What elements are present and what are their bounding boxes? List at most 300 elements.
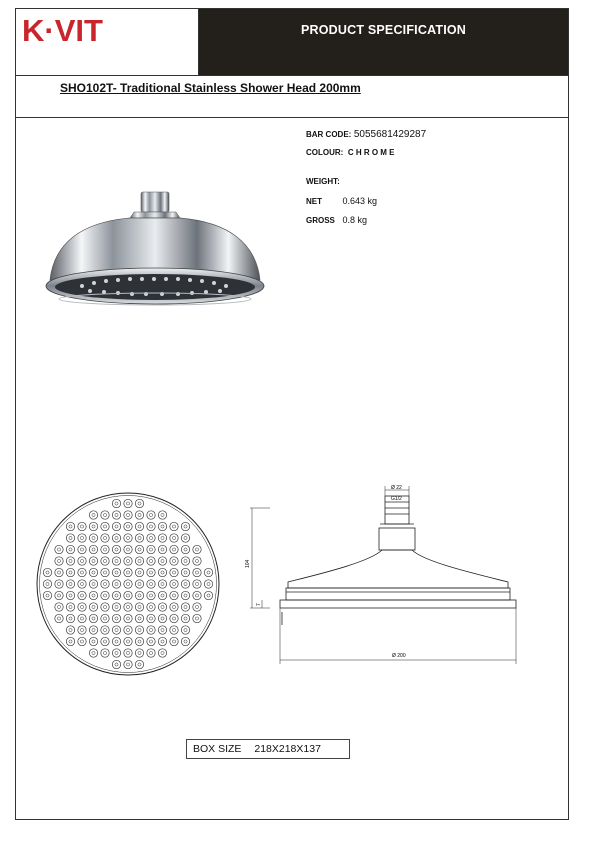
nozzle-hole bbox=[181, 557, 189, 565]
nozzle-hole bbox=[66, 522, 74, 530]
nozzle-hole-inner bbox=[149, 548, 152, 551]
nozzle-hole bbox=[55, 580, 63, 588]
nozzle-hole bbox=[124, 499, 132, 507]
weight-label: WEIGHT: bbox=[306, 177, 340, 186]
nozzle-hole bbox=[204, 591, 212, 599]
dim-rim: 7 bbox=[256, 603, 262, 606]
nozzle-hole bbox=[66, 557, 74, 565]
nozzle-hole-inner bbox=[115, 559, 118, 562]
nozzle-hole-inner bbox=[80, 559, 83, 562]
nozzle-hole bbox=[78, 545, 86, 553]
nozzle-hole-inner bbox=[149, 628, 152, 631]
nozzle-hole-inner bbox=[126, 663, 129, 666]
nozzle-hole bbox=[101, 580, 109, 588]
nozzle-hole-inner bbox=[103, 536, 106, 539]
spec-band bbox=[199, 9, 568, 75]
nozzle-hole-inner bbox=[69, 582, 72, 585]
nozzle-hole-inner bbox=[161, 582, 164, 585]
nozzle-hole bbox=[124, 591, 132, 599]
nozzle-hole bbox=[89, 580, 97, 588]
nozzle-hole bbox=[89, 591, 97, 599]
nozzle-hole bbox=[135, 603, 143, 611]
nozzle-hole-inner bbox=[69, 640, 72, 643]
nozzle-hole-inner bbox=[126, 571, 129, 574]
nozzle-hole-inner bbox=[149, 651, 152, 654]
nozzle-hole-inner bbox=[115, 525, 118, 528]
nozzle-hole-inner bbox=[115, 617, 118, 620]
nozzle-hole-inner bbox=[149, 582, 152, 585]
nozzle-hole bbox=[147, 522, 155, 530]
nozzle-hole-inner bbox=[103, 571, 106, 574]
nozzle-hole bbox=[124, 580, 132, 588]
net-label: NET bbox=[306, 197, 322, 206]
nozzle-hole bbox=[181, 603, 189, 611]
nozzle-hole bbox=[101, 511, 109, 519]
nozzle-hole bbox=[43, 568, 51, 576]
nozzle-hole-inner bbox=[149, 571, 152, 574]
nozzle-hole-inner bbox=[115, 628, 118, 631]
nozzle-hole bbox=[101, 534, 109, 542]
nozzle-hole bbox=[89, 637, 97, 645]
nozzle-hole bbox=[170, 591, 178, 599]
nozzle-hole-inner bbox=[103, 582, 106, 585]
nozzle-hole-inner bbox=[172, 536, 175, 539]
nozzle-hole bbox=[204, 568, 212, 576]
nozzle-hole bbox=[158, 511, 166, 519]
nozzle-hole-inner bbox=[92, 525, 95, 528]
nozzle-hole bbox=[78, 591, 86, 599]
nozzle-hole bbox=[181, 545, 189, 553]
nozzle-hole-inner bbox=[103, 594, 106, 597]
nozzle-hole-inner bbox=[115, 582, 118, 585]
nozzle-hole bbox=[147, 614, 155, 622]
nozzle-hole-inner bbox=[69, 628, 72, 631]
nozzle-hole bbox=[101, 614, 109, 622]
header bbox=[16, 9, 568, 75]
nozzle-hole-inner bbox=[103, 513, 106, 516]
nozzle-hole bbox=[170, 580, 178, 588]
product-title: SHO102T- Traditional Stainless Shower Head 200mm bbox=[60, 81, 361, 95]
nozzle-hole bbox=[124, 603, 132, 611]
nozzle-hole-inner bbox=[103, 651, 106, 654]
nozzle-hole bbox=[135, 511, 143, 519]
nozzle-hole-inner bbox=[161, 640, 164, 643]
nozzle-hole bbox=[135, 557, 143, 565]
nozzle-hole bbox=[101, 603, 109, 611]
nozzle-hole-inner bbox=[184, 617, 187, 620]
divider bbox=[16, 75, 568, 76]
nozzle-hole-inner bbox=[149, 605, 152, 608]
gross-row bbox=[306, 215, 367, 225]
box-size-label: BOX SIZE bbox=[193, 743, 242, 755]
nozzle-hole bbox=[78, 637, 86, 645]
nozzle-hole bbox=[181, 580, 189, 588]
nozzle-hole-inner bbox=[69, 617, 72, 620]
nozzle-hole-inner bbox=[172, 559, 175, 562]
nozzle-hole-inner bbox=[207, 582, 210, 585]
nozzle-hole bbox=[101, 626, 109, 634]
nozzle-hole bbox=[193, 591, 201, 599]
nozzle-hole bbox=[112, 580, 120, 588]
nozzle-hole-inner bbox=[149, 594, 152, 597]
nozzle-hole bbox=[135, 545, 143, 553]
nozzle-hole bbox=[170, 557, 178, 565]
nozzle-hole bbox=[101, 545, 109, 553]
face-plan-drawing bbox=[33, 489, 223, 679]
nozzle-hole bbox=[55, 545, 63, 553]
page-title: PRODUCT SPECIFICATION bbox=[300, 23, 467, 37]
dim-height: 104 bbox=[245, 559, 251, 568]
nozzle-hole bbox=[78, 626, 86, 634]
nozzle-hole bbox=[89, 511, 97, 519]
nozzle-hole bbox=[181, 534, 189, 542]
nozzle-hole-inner bbox=[161, 628, 164, 631]
logo-box bbox=[16, 9, 199, 75]
nozzle-hole-inner bbox=[195, 548, 198, 551]
nozzle-hole bbox=[124, 534, 132, 542]
nozzle-hole-inner bbox=[92, 582, 95, 585]
nozzle-hole bbox=[66, 603, 74, 611]
side-elevation-drawing bbox=[240, 482, 530, 672]
logo-text: K·VIT bbox=[22, 13, 103, 48]
nozzle-hole-inner bbox=[115, 651, 118, 654]
nozzle-hole-inner bbox=[115, 548, 118, 551]
nozzle-hole bbox=[193, 557, 201, 565]
colour-row bbox=[306, 147, 395, 157]
nozzle-hole bbox=[55, 603, 63, 611]
nozzle-hole-inner bbox=[161, 651, 164, 654]
dim-thread: G1/2 bbox=[391, 496, 402, 502]
nozzle-hole bbox=[124, 522, 132, 530]
nozzle-hole bbox=[193, 580, 201, 588]
nozzle-hole-inner bbox=[172, 640, 175, 643]
nozzle-hole bbox=[147, 626, 155, 634]
nozzle-hole bbox=[170, 614, 178, 622]
nozzle-hole-inner bbox=[80, 640, 83, 643]
nozzle-hole bbox=[101, 637, 109, 645]
nozzle-hole bbox=[66, 626, 74, 634]
nozzle-hole-inner bbox=[195, 571, 198, 574]
nozzle-hole bbox=[158, 534, 166, 542]
nozzle-hole-inner bbox=[80, 605, 83, 608]
nozzle-hole-inner bbox=[126, 640, 129, 643]
nozzle-hole-inner bbox=[69, 594, 72, 597]
nozzle-hole-inner bbox=[115, 536, 118, 539]
nozzle-hole-inner bbox=[126, 628, 129, 631]
nozzle-hole bbox=[124, 568, 132, 576]
nozzle-hole bbox=[89, 522, 97, 530]
nozzle-hole bbox=[112, 534, 120, 542]
nozzle-hole-inner bbox=[184, 640, 187, 643]
nozzle-hole-inner bbox=[184, 548, 187, 551]
nozzle-hole-inner bbox=[126, 536, 129, 539]
nozzle-hole-inner bbox=[115, 571, 118, 574]
nozzle-hole-inner bbox=[92, 628, 95, 631]
nozzle-hole bbox=[147, 534, 155, 542]
barcode-label: BAR CODE: bbox=[306, 130, 352, 139]
nozzle-hole-inner bbox=[80, 582, 83, 585]
nozzle-hole-inner bbox=[184, 594, 187, 597]
nozzle-hole-inner bbox=[126, 548, 129, 551]
gross-value: 0.8 kg bbox=[342, 215, 368, 225]
nozzle-hole-inner bbox=[161, 525, 164, 528]
nozzle-hole-inner bbox=[69, 571, 72, 574]
nozzle-hole-inner bbox=[138, 536, 141, 539]
nozzle-hole-inner bbox=[149, 617, 152, 620]
nozzle-hole-inner bbox=[161, 559, 164, 562]
nozzle-hole-inner bbox=[80, 525, 83, 528]
box-size-value: 218X218X137 bbox=[254, 743, 321, 755]
nozzle-hole-inner bbox=[126, 605, 129, 608]
nozzle-hole-inner bbox=[195, 605, 198, 608]
nozzle-hole bbox=[89, 534, 97, 542]
nozzle-hole bbox=[66, 534, 74, 542]
net-row bbox=[306, 196, 377, 206]
nozzle-hole bbox=[43, 591, 51, 599]
nozzle-hole-inner bbox=[184, 605, 187, 608]
nozzle-hole bbox=[55, 591, 63, 599]
nozzle-hole-inner bbox=[195, 594, 198, 597]
nozzle-hole bbox=[170, 545, 178, 553]
nozzle-hole bbox=[112, 591, 120, 599]
nozzle-hole bbox=[78, 614, 86, 622]
nozzle-hole-inner bbox=[184, 571, 187, 574]
nozzle-hole-inner bbox=[126, 594, 129, 597]
nozzle-hole bbox=[135, 626, 143, 634]
nozzle-hole-inner bbox=[161, 536, 164, 539]
nozzle-hole bbox=[112, 511, 120, 519]
nozzle-hole bbox=[112, 614, 120, 622]
nozzle-hole bbox=[78, 603, 86, 611]
nozzle-hole bbox=[112, 522, 120, 530]
nozzle-hole bbox=[135, 649, 143, 657]
nozzle-hole bbox=[89, 603, 97, 611]
nozzle-hole-inner bbox=[126, 502, 129, 505]
nozzle-hole bbox=[112, 649, 120, 657]
nozzle-hole bbox=[124, 660, 132, 668]
nozzle-hole bbox=[158, 649, 166, 657]
nozzle-hole bbox=[158, 603, 166, 611]
nozzle-hole-inner bbox=[172, 605, 175, 608]
nozzle-hole bbox=[147, 511, 155, 519]
nozzle-hole bbox=[78, 580, 86, 588]
nozzle-hole-inner bbox=[207, 594, 210, 597]
gross-label: GROSS bbox=[306, 216, 335, 225]
nozzle-hole-inner bbox=[161, 571, 164, 574]
colour-value: C H R O M E bbox=[347, 148, 395, 157]
nozzle-hole-inner bbox=[103, 617, 106, 620]
nozzle-hole-inner bbox=[149, 525, 152, 528]
nozzle-hole-inner bbox=[115, 513, 118, 516]
nozzle-hole-inner bbox=[149, 536, 152, 539]
nozzle-hole-inner bbox=[195, 559, 198, 562]
nozzle-hole bbox=[124, 637, 132, 645]
nozzle-hole bbox=[147, 545, 155, 553]
nozzle-hole-inner bbox=[161, 594, 164, 597]
nozzle-hole bbox=[112, 499, 120, 507]
nozzle-hole bbox=[135, 499, 143, 507]
nozzle-hole bbox=[158, 568, 166, 576]
nozzle-hole bbox=[124, 511, 132, 519]
nozzle-hole bbox=[112, 626, 120, 634]
nozzle-hole bbox=[193, 568, 201, 576]
nozzle-hole-inner bbox=[161, 513, 164, 516]
nozzle-hole-inner bbox=[184, 628, 187, 631]
nozzle-hole bbox=[66, 568, 74, 576]
nozzle-hole bbox=[78, 568, 86, 576]
nozzle-hole-inner bbox=[138, 559, 141, 562]
nozzle-hole bbox=[101, 557, 109, 565]
nozzle-hole bbox=[158, 545, 166, 553]
nozzle-hole bbox=[112, 568, 120, 576]
nozzle-hole-inner bbox=[138, 513, 141, 516]
nozzle-hole-inner bbox=[138, 502, 141, 505]
nozzle-hole bbox=[101, 568, 109, 576]
nozzle-hole bbox=[78, 557, 86, 565]
nozzle-hole bbox=[170, 626, 178, 634]
nozzle-hole-inner bbox=[184, 582, 187, 585]
nozzle-hole-inner bbox=[103, 525, 106, 528]
nozzle-hole bbox=[181, 637, 189, 645]
nozzle-hole-inner bbox=[115, 594, 118, 597]
nozzle-hole-inner bbox=[69, 548, 72, 551]
nozzle-hole-inner bbox=[80, 536, 83, 539]
nozzle-hole-inner bbox=[138, 651, 141, 654]
nozzle-hole-inner bbox=[46, 594, 49, 597]
nozzle-hole-inner bbox=[126, 525, 129, 528]
nozzle-hole bbox=[181, 522, 189, 530]
nozzle-hole-inner bbox=[92, 651, 95, 654]
nozzle-hole-inner bbox=[115, 663, 118, 666]
nozzle-hole-inner bbox=[172, 582, 175, 585]
nozzle-hole bbox=[101, 522, 109, 530]
nozzle-hole bbox=[135, 591, 143, 599]
nozzle-hole bbox=[78, 534, 86, 542]
nozzle-hole-inner bbox=[126, 651, 129, 654]
nozzle-hole bbox=[170, 637, 178, 645]
nozzle-hole-inner bbox=[115, 605, 118, 608]
box-size bbox=[186, 739, 350, 759]
nozzle-hole-inner bbox=[69, 525, 72, 528]
nozzle-hole bbox=[158, 557, 166, 565]
nozzle-hole-inner bbox=[103, 628, 106, 631]
nozzle-hole bbox=[112, 557, 120, 565]
barcode-row bbox=[306, 129, 426, 140]
nozzle-hole-inner bbox=[103, 548, 106, 551]
nozzle-hole bbox=[124, 626, 132, 634]
nozzle-hole-inner bbox=[92, 605, 95, 608]
nozzle-hole bbox=[158, 626, 166, 634]
nozzle-hole-inner bbox=[92, 548, 95, 551]
spec-sheet bbox=[15, 8, 569, 820]
nozzle-hole-inner bbox=[80, 594, 83, 597]
nozzle-hole bbox=[135, 614, 143, 622]
nozzle-hole bbox=[158, 591, 166, 599]
nozzle-hole-inner bbox=[184, 559, 187, 562]
nozzle-hole bbox=[124, 614, 132, 622]
nozzle-hole bbox=[204, 580, 212, 588]
nozzle-hole-inner bbox=[57, 605, 60, 608]
nozzle-hole bbox=[181, 591, 189, 599]
nozzle-hole bbox=[89, 649, 97, 657]
nozzle-hole bbox=[124, 557, 132, 565]
nozzle-hole bbox=[193, 545, 201, 553]
nozzle-hole bbox=[170, 568, 178, 576]
nozzle-hole bbox=[66, 591, 74, 599]
nozzle-hole-inner bbox=[92, 640, 95, 643]
nozzle-hole bbox=[66, 614, 74, 622]
nozzle-hole-inner bbox=[80, 628, 83, 631]
nozzle-hole bbox=[135, 580, 143, 588]
nozzle-hole-inner bbox=[103, 640, 106, 643]
nozzle-hole-inner bbox=[184, 525, 187, 528]
nozzle-hole bbox=[181, 568, 189, 576]
colour-label: COLOUR: bbox=[306, 148, 344, 157]
nozzle-hole-inner bbox=[115, 640, 118, 643]
nozzle-hole-inner bbox=[80, 548, 83, 551]
nozzle-hole-inner bbox=[92, 559, 95, 562]
nozzle-hole-inner bbox=[138, 663, 141, 666]
nozzle-hole-inner bbox=[69, 559, 72, 562]
nozzle-hole-inner bbox=[207, 571, 210, 574]
nozzle-hole-inner bbox=[126, 582, 129, 585]
nozzle-hole bbox=[89, 626, 97, 634]
nozzle-hole bbox=[135, 534, 143, 542]
nozzle-hole-inner bbox=[138, 525, 141, 528]
nozzle-hole bbox=[43, 580, 51, 588]
nozzle-hole bbox=[147, 649, 155, 657]
nozzle-hole-inner bbox=[57, 571, 60, 574]
nozzle-hole bbox=[135, 660, 143, 668]
nozzle-hole bbox=[147, 568, 155, 576]
dim-diameter: Ø 200 bbox=[392, 653, 406, 659]
nozzle-hole-inner bbox=[69, 605, 72, 608]
nozzle-hole-inner bbox=[161, 548, 164, 551]
nozzle-hole bbox=[147, 637, 155, 645]
nozzle-hole-inner bbox=[149, 640, 152, 643]
nozzle-hole bbox=[170, 522, 178, 530]
kvit-logo bbox=[16, 9, 199, 75]
nozzle-hole-inner bbox=[92, 594, 95, 597]
nozzle-hole bbox=[193, 614, 201, 622]
nozzle-hole-inner bbox=[138, 571, 141, 574]
nozzle-hole-inner bbox=[103, 605, 106, 608]
nozzle-hole-inner bbox=[149, 559, 152, 562]
nozzle-hole bbox=[112, 545, 120, 553]
nozzle-hole-inner bbox=[80, 617, 83, 620]
nozzle-hole bbox=[147, 591, 155, 599]
divider bbox=[16, 117, 568, 118]
nozzle-hole-inner bbox=[172, 548, 175, 551]
nozzle-hole-inner bbox=[172, 571, 175, 574]
nozzle-hole-inner bbox=[92, 617, 95, 620]
nozzle-hole bbox=[135, 522, 143, 530]
net-value: 0.643 kg bbox=[342, 196, 378, 206]
nozzle-hole-inner bbox=[126, 559, 129, 562]
nozzle-hole-inner bbox=[161, 605, 164, 608]
nozzle-hole bbox=[135, 568, 143, 576]
nozzle-holes bbox=[43, 499, 212, 668]
nozzle-hole-inner bbox=[138, 605, 141, 608]
nozzle-hole bbox=[55, 557, 63, 565]
nozzle-hole bbox=[101, 591, 109, 599]
nozzle-hole bbox=[89, 557, 97, 565]
nozzle-hole-inner bbox=[57, 594, 60, 597]
nozzle-hole-inner bbox=[80, 571, 83, 574]
nozzle-hole bbox=[89, 568, 97, 576]
nozzle-hole bbox=[101, 649, 109, 657]
nozzle-hole-inner bbox=[115, 502, 118, 505]
